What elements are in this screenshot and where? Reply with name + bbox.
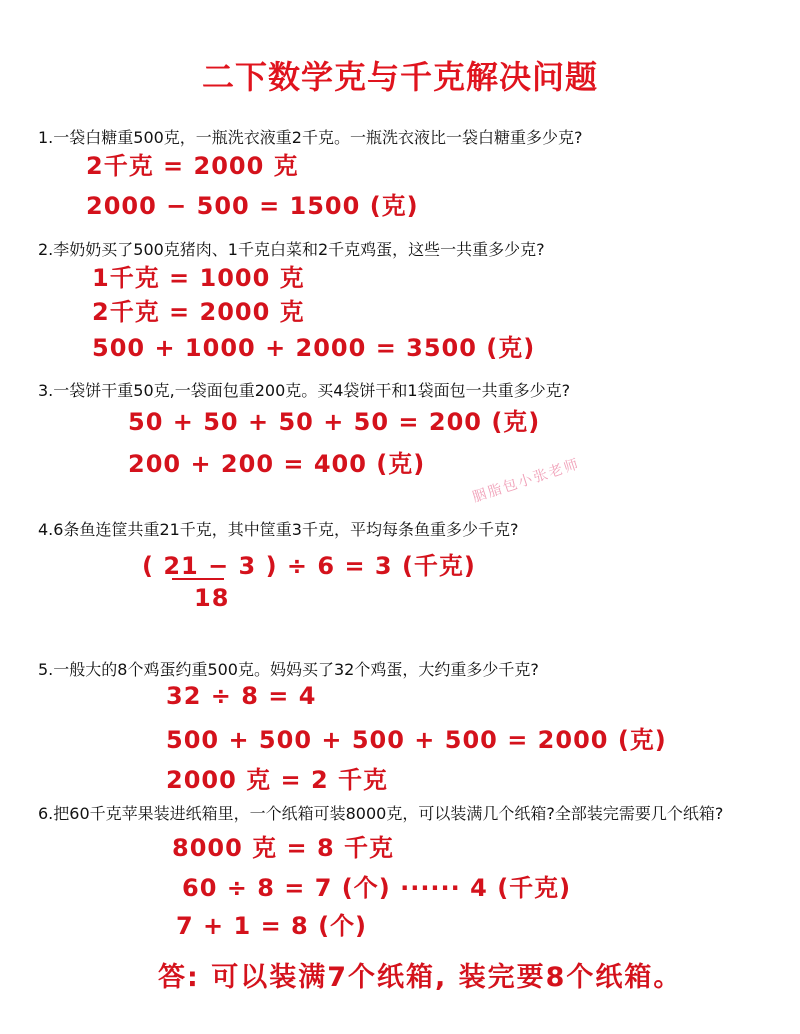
- question-2: 2.李奶奶买了500克猪肉、1千克白菜和2千克鸡蛋，这些一共重多少克?: [38, 240, 545, 259]
- answer-1-line-1: 2千克 = 2000 克: [86, 152, 299, 180]
- answer-6-line-1: 8000 克 = 8 千克: [172, 834, 395, 862]
- answer-6-line-3: 7 + 1 = 8 (个): [176, 912, 368, 940]
- answer-2-line-3: 500 + 1000 + 2000 = 3500 (克): [92, 334, 536, 362]
- answer-5-line-3: 2000 克 = 2 千克: [166, 766, 389, 794]
- underline-mark: [172, 578, 224, 580]
- answer-3-line-2: 200 + 200 = 400 (克): [128, 450, 426, 478]
- answer-1-line-2: 2000 − 500 = 1500 (克): [86, 192, 419, 220]
- answer-4-line-1: ( 21 − 3 ) ÷ 6 = 3 (千克): [142, 552, 476, 580]
- watermark: 胭脂包小张老师: [470, 456, 583, 506]
- answer-5-line-2: 500 + 500 + 500 + 500 = 2000 (克): [166, 726, 667, 754]
- question-4: 4.6条鱼连筐共重21千克，其中筐重3千克，平均每条鱼重多少千克?: [38, 520, 519, 539]
- answer-3-line-1: 50 + 50 + 50 + 50 = 200 (克): [128, 408, 541, 436]
- answer-6-line-2: 60 ÷ 8 = 7 (个) ······ 4 (千克): [182, 874, 572, 902]
- answer-4-line-2: 18: [194, 584, 230, 612]
- question-3: 3.一袋饼干重50克,一袋面包重200克。买4袋饼干和1袋面包一共重多少克?: [38, 381, 571, 400]
- answer-5-line-1: 32 ÷ 8 = 4: [166, 682, 317, 710]
- answer-2-line-1: 1千克 = 1000 克: [92, 264, 305, 292]
- question-1: 1.一袋白糖重500克，一瓶洗衣液重2千克。一瓶洗衣液比一袋白糖重多少克?: [38, 128, 583, 147]
- question-6: 6.把60千克苹果装进纸箱里，一个纸箱可装8000克，可以装满几个纸箱?全部装完需要几个纸箱?: [38, 804, 724, 823]
- page-title: 二下数学克与千克解决问题: [201, 58, 598, 96]
- answer-6-final: 答: 可以装满7个纸箱, 装完要8个纸箱。: [158, 962, 683, 993]
- answer-2-line-2: 2千克 = 2000 克: [92, 298, 305, 326]
- question-5: 5.一般大的8个鸡蛋约重500克。妈妈买了32个鸡蛋，大约重多少千克?: [38, 660, 539, 679]
